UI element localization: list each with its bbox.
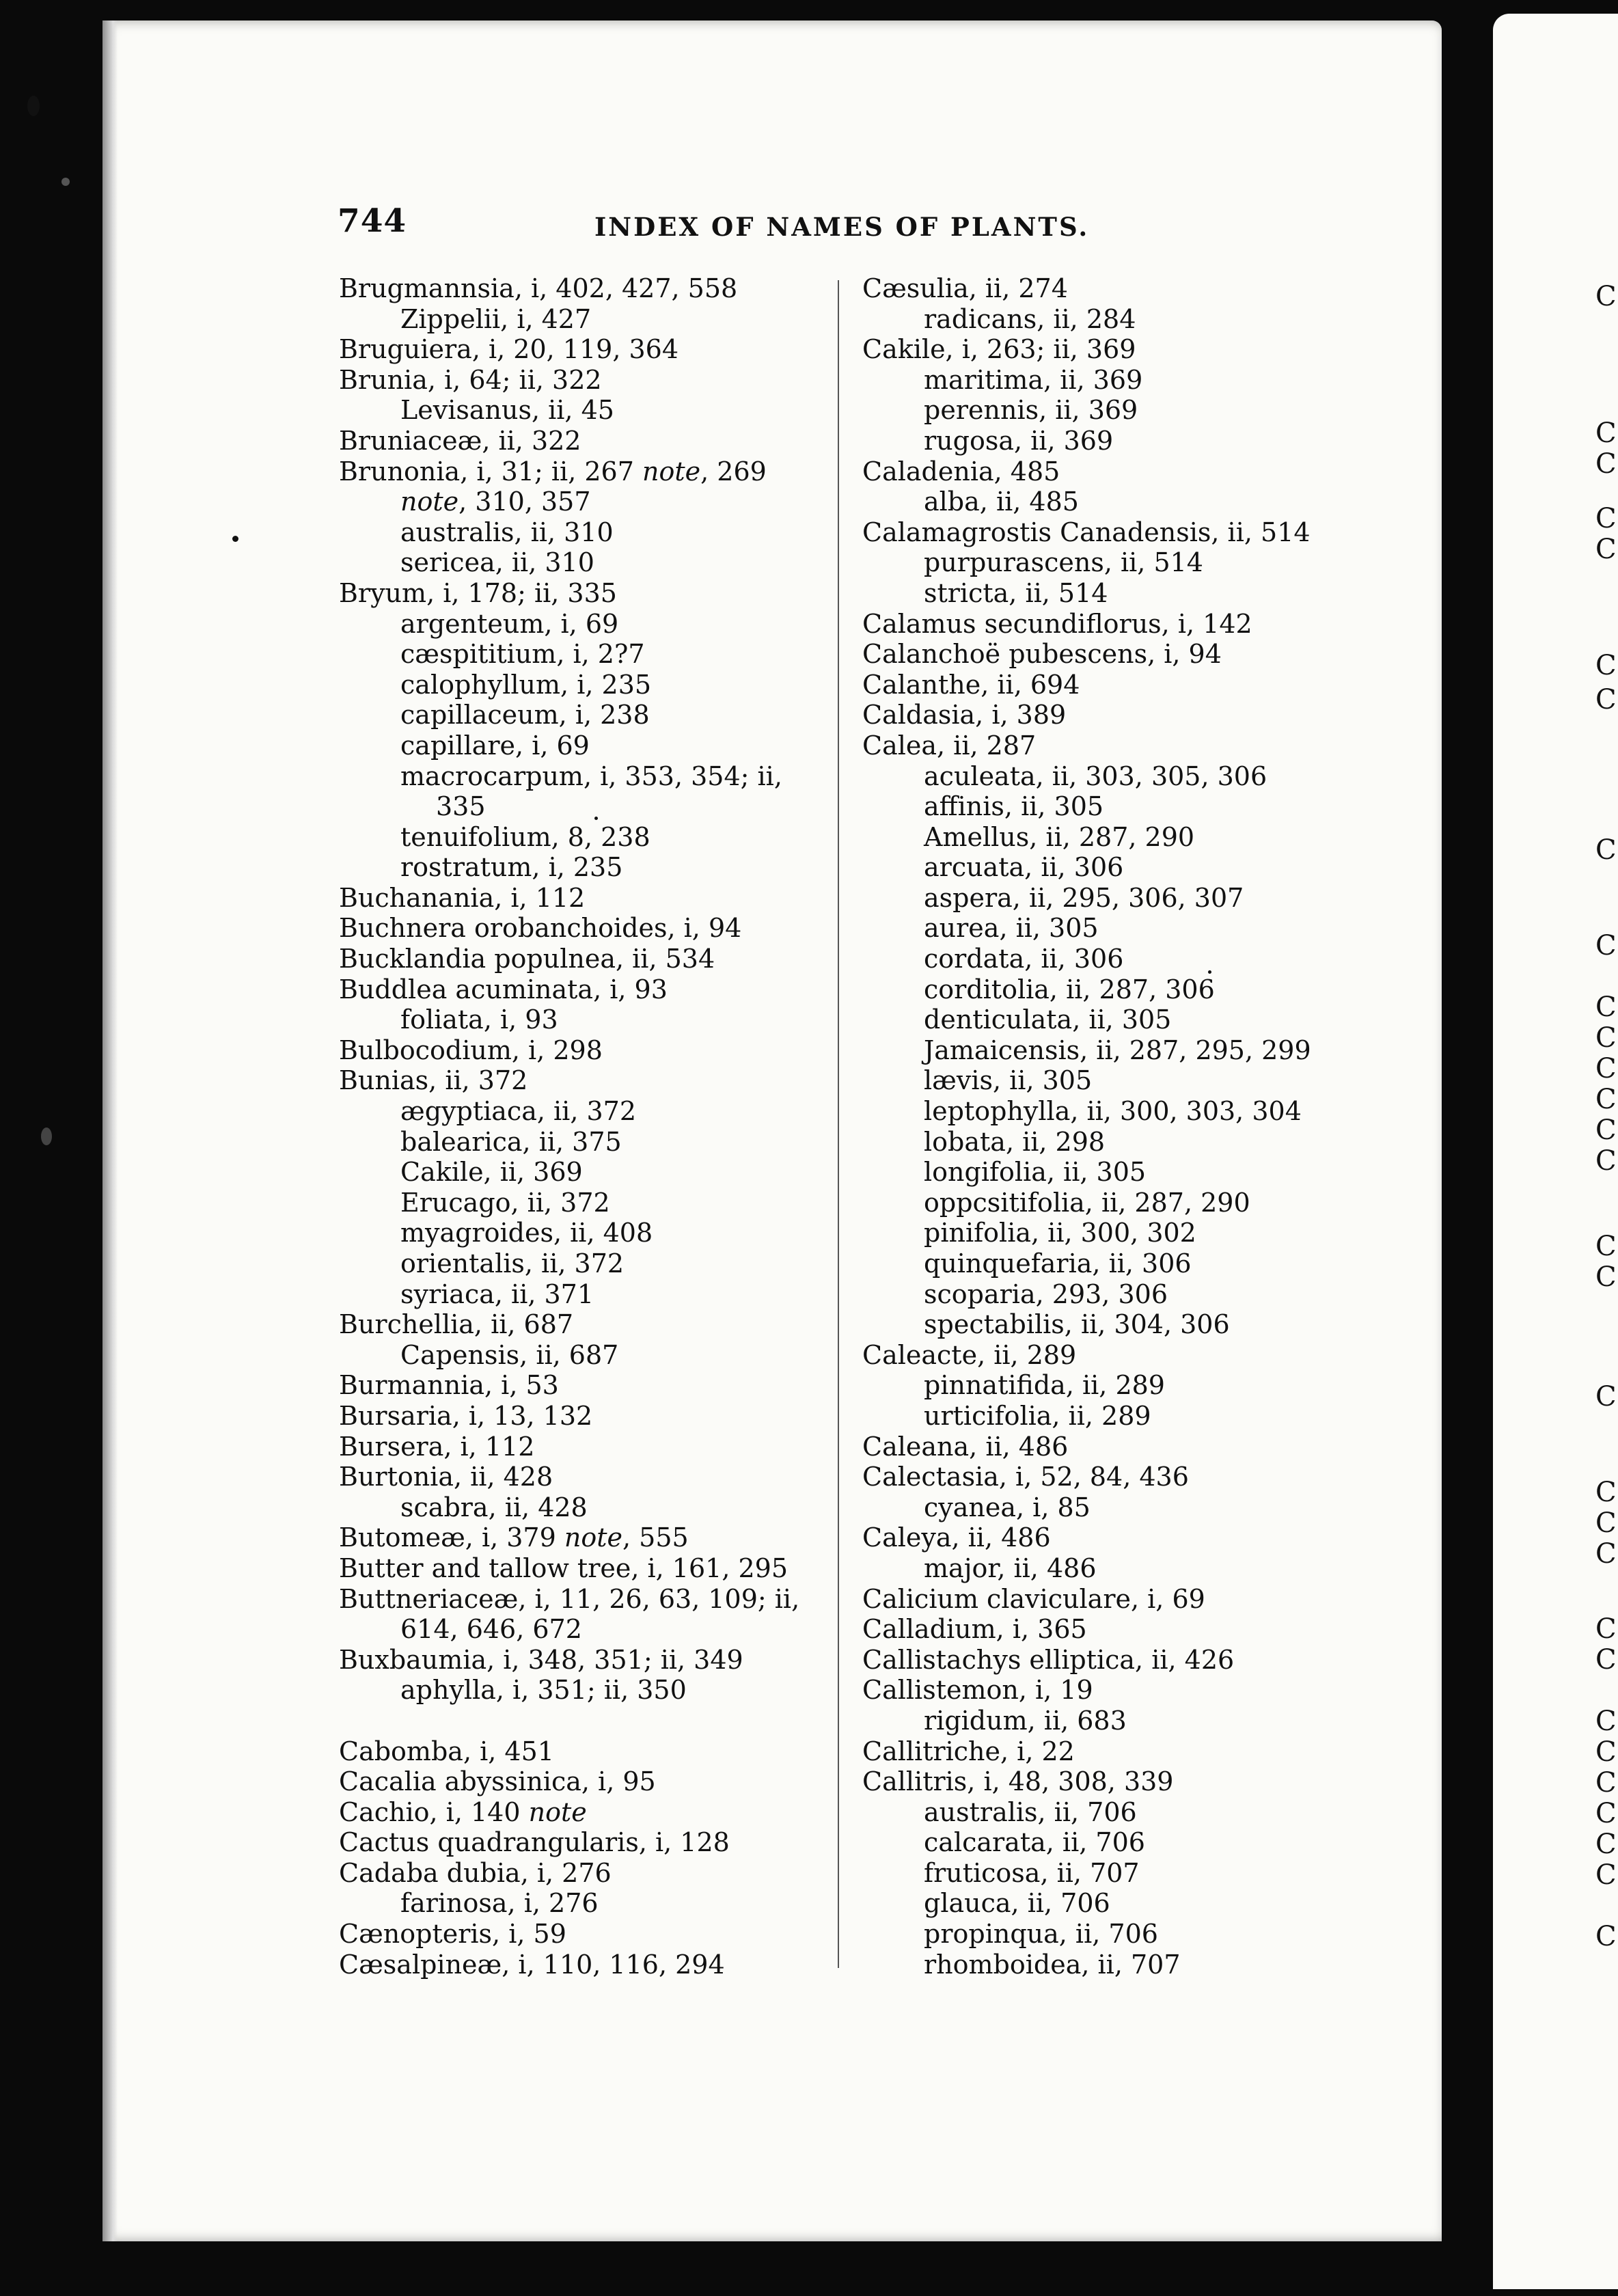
index-subentry: australis, ii, 706 [924,1796,1137,1827]
index-entry: Brunia, i, 64; ii, 322 [339,364,602,395]
next-page-letter: C [1595,1115,1617,1146]
next-page-letter: C [1595,930,1617,961]
index-entry: Cæsalpineæ, i, 110, 116, 294 [339,1949,725,1980]
index-subentry: quinquefaria, ii, 306 [924,1248,1192,1279]
index-subentry: Capensis, ii, 687 [400,1339,619,1370]
scan-speck [41,1128,52,1145]
next-page-letter: C [1595,1859,1617,1891]
index-subentry: rostratum, i, 235 [400,852,623,883]
index-entry: Callitris, i, 48, 308, 339 [862,1766,1174,1797]
index-entry: Brugmannsia, i, 402, 427, 558 [339,273,738,303]
next-page-letter: C [1595,1767,1617,1799]
index-subentry: perennis, ii, 369 [924,395,1138,426]
index-entry: Caladenia, 485 [862,456,1060,487]
index-subentry: note, 310, 357 [400,487,591,517]
index-subentry: aspera, ii, 295, 306, 307 [924,882,1244,913]
index-subentry: aculeata, ii, 303, 305, 306 [924,761,1267,791]
index-column-right [862,273,1368,1980]
index-subentry: scabra, ii, 428 [400,1492,588,1522]
index-entry: Cakile, i, 263; ii, 369 [862,334,1136,365]
page-number: 744 [338,202,407,240]
index-entry: Buddlea acuminata, i, 93 [339,974,668,1004]
index-entry: Burchellia, ii, 687 [339,1309,574,1340]
next-page-letter: C [1595,448,1617,480]
next-page-letter: C [1595,1798,1617,1829]
index-subentry: propinqua, ii, 706 [924,1919,1158,1950]
index-subentry: purpurascens, ii, 514 [924,547,1203,578]
index-subentry: cæspititium, i, 2?7 [400,639,645,670]
index-subentry: maritima, ii, 369 [924,364,1143,395]
index-entry: Cacalia abyssinica, i, 95 [339,1766,656,1797]
index-subentry: pinifolia, ii, 300, 302 [924,1218,1196,1248]
index-subentry: fruticosa, ii, 707 [924,1857,1140,1888]
index-gap [339,1706,845,1736]
index-subentry: radicans, ii, 284 [924,303,1136,334]
next-page-letter: C [1595,684,1617,715]
index-subentry: arcuata, ii, 306 [924,852,1124,883]
index-subentry: orientalis, ii, 372 [400,1248,625,1279]
next-page-letter: C [1595,1084,1617,1115]
column-divider [838,280,839,1968]
scan-speck [27,96,40,116]
running-head: INDEX OF NAMES OF PLANTS. [594,212,1090,242]
next-page-letter: C [1595,1477,1617,1508]
index-entry: Callistemon, i, 19 [862,1675,1093,1706]
next-page-letter: C [1595,534,1617,565]
next-page-letter: C [1595,1261,1617,1293]
next-page-letter: C [1595,503,1617,534]
index-subentry: scoparia, 293, 306 [924,1279,1168,1309]
index-entry: Caleana, ii, 486 [862,1431,1069,1462]
index-subentry: macrocarpum, i, 353, 354; ii, [400,761,782,791]
index-subentry: sericea, ii, 310 [400,547,594,578]
index-entry: Buchanania, i, 112 [339,882,586,913]
scan-speck [594,817,598,820]
index-subentry: aurea, ii, 305 [924,913,1099,944]
index-subentry: affinis, ii, 305 [924,791,1104,822]
index-entry: Burmannia, i, 53 [339,1370,559,1401]
index-subentry: tenuifolium, 8, 238 [400,821,650,852]
index-subentry: balearica, ii, 375 [400,1126,622,1157]
index-entry: Bunias, ii, 372 [339,1065,528,1096]
next-page-letter: C [1595,1381,1617,1412]
next-page-letter: C [1595,1706,1617,1737]
index-entry: Caldasia, i, 389 [862,700,1067,730]
index-entry: Bryum, i, 178; ii, 335 [339,577,617,608]
next-page-letter: C [1595,650,1617,681]
index-entry: Cadaba dubia, i, 276 [339,1857,612,1888]
index-subentry: Amellus, ii, 287, 290 [924,821,1195,852]
next-page-letter: C [1595,1145,1617,1177]
next-page-letter: C [1595,992,1617,1023]
index-entry: Bruguiera, i, 20, 119, 364 [339,334,679,365]
index-entry: Cactus quadrangularis, i, 128 [339,1827,730,1858]
index-entry: Calamagrostis Canadensis, ii, 514 [862,517,1311,547]
index-subentry: calcarata, ii, 706 [924,1827,1145,1858]
next-page-letter: C [1595,1921,1617,1952]
index-subentry: farinosa, i, 276 [400,1888,599,1919]
index-subentry: foliata, i, 93 [400,1004,558,1035]
index-entry: Buttneriaceæ, i, 11, 26, 63, 109; ii, [339,1583,800,1614]
index-subentry: ægyptiaca, ii, 372 [400,1096,637,1127]
index-subentry: Levisanus, ii, 45 [400,395,614,426]
next-page-letter: C [1595,834,1617,866]
index-entry: Bursera, i, 112 [339,1431,535,1462]
index-entry: Cachio, i, 140 note [339,1796,587,1827]
index-subentry: capillaceum, i, 238 [400,700,650,730]
index-subentry: pinnatifida, ii, 289 [924,1370,1165,1401]
index-entry: Buchnera orobanchoides, i, 94 [339,913,742,944]
index-subentry: major, ii, 486 [924,1553,1097,1583]
index-subentry: Jamaicensis, ii, 287, 295, 299 [924,1035,1311,1065]
index-subentry: 335 [436,791,486,822]
index-entry: Caleya, ii, 486 [862,1522,1051,1553]
index-subentry: Zippelii, i, 427 [400,303,592,334]
index-entry: Bucklandia populnea, ii, 534 [339,944,715,974]
index-subentry: denticulata, ii, 305 [924,1004,1172,1035]
scan-speck [61,178,70,186]
index-subentry: alba, ii, 485 [924,487,1079,517]
page-gutter-shadow [102,20,118,2241]
index-subentry: oppcsitifolia, ii, 287, 290 [924,1187,1250,1218]
index-entry: Cænopteris, i, 59 [339,1919,566,1950]
index-subentry: argenteum, i, 69 [400,608,619,639]
index-subentry: rhomboidea, ii, 707 [924,1949,1181,1980]
index-entry: Calea, ii, 287 [862,730,1037,761]
index-entry: Buxbaumia, i, 348, 351; ii, 349 [339,1644,743,1675]
next-page-letter: C [1595,281,1617,312]
index-subentry: leptophylla, ii, 300, 303, 304 [924,1096,1302,1127]
next-page-letter: C [1595,1829,1617,1860]
index-subentry: stricta, ii, 514 [924,577,1108,608]
index-entry: Caleacte, ii, 289 [862,1339,1077,1370]
index-subentry: rugosa, ii, 369 [924,425,1114,456]
index-entry: Calladium, i, 365 [862,1614,1087,1645]
index-subentry: capillare, i, 69 [400,730,590,761]
index-subentry: aphylla, i, 351; ii, 350 [400,1675,687,1706]
next-page-letter: C [1595,1613,1617,1645]
index-entry: Brunonia, i, 31; ii, 267 note, 269 [339,456,767,487]
index-subentry: cyanea, i, 85 [924,1492,1091,1522]
next-page-letter: C [1595,1736,1617,1768]
index-subentry: Cakile, ii, 369 [400,1157,583,1188]
scan-speck [1208,970,1211,974]
index-subentry: spectabilis, ii, 304, 306 [924,1309,1230,1340]
index-entry: Calamus secundiflorus, i, 142 [862,608,1252,639]
index-subentry: urticifolia, ii, 289 [924,1400,1151,1431]
next-page-letter: C [1595,418,1617,449]
index-subentry: lævis, ii, 305 [924,1065,1093,1096]
index-entry: Callistachys elliptica, ii, 426 [862,1644,1235,1675]
index-entry: Bulbocodium, i, 298 [339,1035,603,1065]
index-subentry: australis, ii, 310 [400,517,614,547]
next-page-letter: C [1595,1053,1617,1084]
index-entry: Calanchoë pubescens, i, 94 [862,639,1222,670]
next-page-letter: C [1595,1644,1617,1676]
index-subentry: 614, 646, 672 [400,1614,582,1645]
index-entry: Burtonia, ii, 428 [339,1462,553,1492]
next-page-letter: C [1595,1022,1617,1054]
index-entry: Bruniaceæ, ii, 322 [339,425,581,456]
index-subentry: longifolia, ii, 305 [924,1157,1147,1188]
index-subentry: rigidum, ii, 683 [924,1705,1127,1736]
index-subentry: corditolia, ii, 287, 306 [924,974,1215,1004]
index-subentry: lobata, ii, 298 [924,1126,1106,1157]
index-entry: Calectasia, i, 52, 84, 436 [862,1462,1189,1492]
index-entry: Butter and tallow tree, i, 161, 295 [339,1553,789,1583]
index-entry: Cabomba, i, 451 [339,1736,554,1766]
next-page-letter: C [1595,1507,1617,1539]
index-entry: Butomeæ, i, 379 note, 555 [339,1522,689,1553]
index-entry: Callitriche, i, 22 [862,1736,1075,1766]
index-subentry: syriaca, ii, 371 [400,1279,594,1309]
index-subentry: cordata, ii, 306 [924,944,1124,974]
next-page-letter: C [1595,1538,1617,1570]
index-entry: Cæsulia, ii, 274 [862,273,1068,303]
index-column-left [339,273,845,1980]
index-subentry: glauca, ii, 706 [924,1888,1110,1919]
next-page-letter: C [1595,1231,1617,1262]
index-entry: Calanthe, ii, 694 [862,669,1080,700]
index-subentry: myagroides, ii, 408 [400,1218,653,1248]
index-subentry: calophyllum, i, 235 [400,669,652,700]
index-entry: Bursaria, i, 13, 132 [339,1400,593,1431]
index-subentry: Erucago, ii, 372 [400,1187,610,1218]
scan-speck [232,536,238,542]
index-entry: Calicium claviculare, i, 69 [862,1583,1205,1614]
